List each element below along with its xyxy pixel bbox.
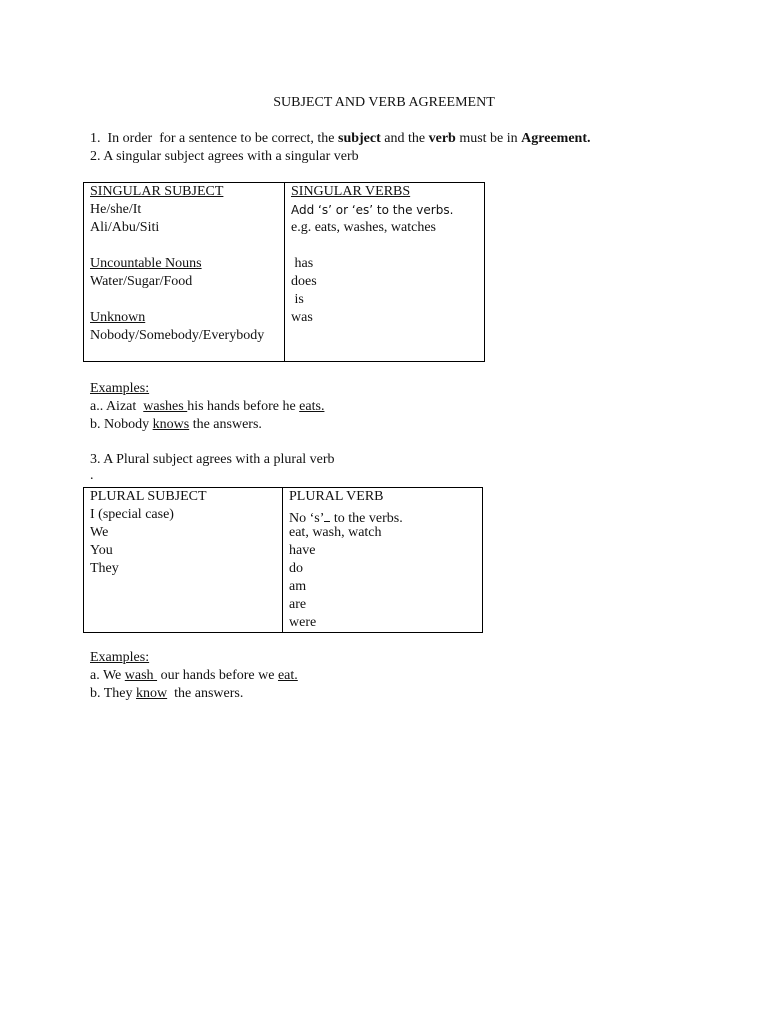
- singular-verb-item: is: [291, 292, 304, 307]
- example-2a-verb-2: eat.: [277, 668, 298, 683]
- singular-verbs-cell: [285, 183, 485, 362]
- unknown-line: Nobody/Somebody/Everybody: [90, 328, 265, 343]
- plural-subject-line: I (special case): [90, 507, 174, 522]
- example-b-verb: knows: [152, 417, 190, 432]
- example-2b-text: b. They: [90, 686, 137, 701]
- example-b-text: b. Nobody: [90, 417, 153, 432]
- rule-1-text-mid: and the: [380, 131, 429, 146]
- plural-verb-item: eat, wash, watch: [289, 525, 382, 540]
- plural-subject-cell: [84, 488, 283, 633]
- plural-verb-item: were: [289, 615, 317, 630]
- rule-2: 2. A singular subject agrees with a singular verb: [90, 149, 359, 164]
- singular-subject-line: He/she/It: [90, 202, 142, 217]
- singular-verb-item: was: [291, 310, 313, 325]
- plural-verb-item: am: [289, 579, 307, 594]
- rule-1-subject: subject: [338, 131, 381, 146]
- example-a-text: a.. Aizat: [90, 399, 144, 414]
- rule-1-text: 1. In order for a sentence to be correct, the: [90, 131, 338, 146]
- rule-3: 3. A Plural subject agrees with a plural verb: [90, 452, 335, 467]
- plural-verb-rule: [289, 506, 482, 524]
- example-a-verb: washes: [143, 399, 188, 414]
- example-2b: [90, 685, 243, 703]
- plural-verb-item: are: [289, 597, 307, 612]
- example-2b-verb: know: [136, 686, 168, 701]
- plural-subject-line: They: [90, 561, 119, 576]
- singular-subject-line: Ali/Abu/Siti: [90, 220, 160, 235]
- singular-subject-cell: [84, 183, 285, 362]
- example-a: [90, 398, 324, 416]
- plural-verb-item: do: [289, 561, 303, 576]
- uncountable-nouns-line: Water/Sugar/Food: [90, 274, 193, 289]
- example-b-text-post: the answers.: [189, 417, 262, 432]
- examples-label-2: Examples:: [90, 650, 150, 665]
- example-2b-text-post: the answers.: [167, 686, 244, 701]
- unknown-header: Unknown: [90, 310, 146, 325]
- page-title: SUBJECT AND VERB AGREEMENT: [273, 95, 495, 110]
- rule-1-text-post: must be in: [455, 131, 522, 146]
- singular-table: [83, 182, 485, 362]
- examples-label: Examples:: [90, 381, 150, 396]
- plural-verb-rule-text: No ‘s’: [289, 511, 325, 526]
- rule-1-verb: verb: [428, 131, 456, 146]
- example-b: [90, 416, 262, 434]
- example-2a-text: a. We: [90, 668, 125, 683]
- singular-subject-header: SINGULAR SUBJECT: [90, 184, 224, 199]
- plural-subject-line: We: [90, 525, 109, 540]
- singular-verbs-header: SINGULAR VERBS: [291, 184, 411, 199]
- plural-verb-cell: [283, 488, 483, 633]
- plural-subject-header: PLURAL SUBJECT: [90, 489, 207, 504]
- singular-verb-item: has: [291, 256, 314, 271]
- rule-1: [90, 130, 591, 148]
- example-a-text-mid: his hands before he: [187, 399, 300, 414]
- plural-verb-header: PLURAL VERB: [289, 489, 384, 504]
- plural-subject-line: You: [90, 543, 113, 558]
- plural-verb-rule-text-post: to the verbs.: [330, 511, 403, 526]
- singular-verb-item: does: [291, 274, 317, 289]
- rule-1-agreement: Agreement.: [521, 131, 591, 146]
- plural-verb-item: have: [289, 543, 316, 558]
- singular-verbs-rule: Add ‘s’ or ‘es’ to the verbs.: [291, 203, 454, 217]
- stray-dot: .: [90, 468, 94, 483]
- example-2a-verb: wash: [124, 668, 158, 683]
- example-a-verb-2: eats.: [299, 399, 325, 414]
- singular-verbs-example: e.g. eats, washes, watches: [291, 220, 437, 235]
- uncountable-nouns-header: Uncountable Nouns: [90, 256, 202, 271]
- example-2a: [90, 667, 298, 685]
- plural-table: [83, 487, 483, 633]
- example-2a-text-mid: our hands before we: [157, 668, 278, 683]
